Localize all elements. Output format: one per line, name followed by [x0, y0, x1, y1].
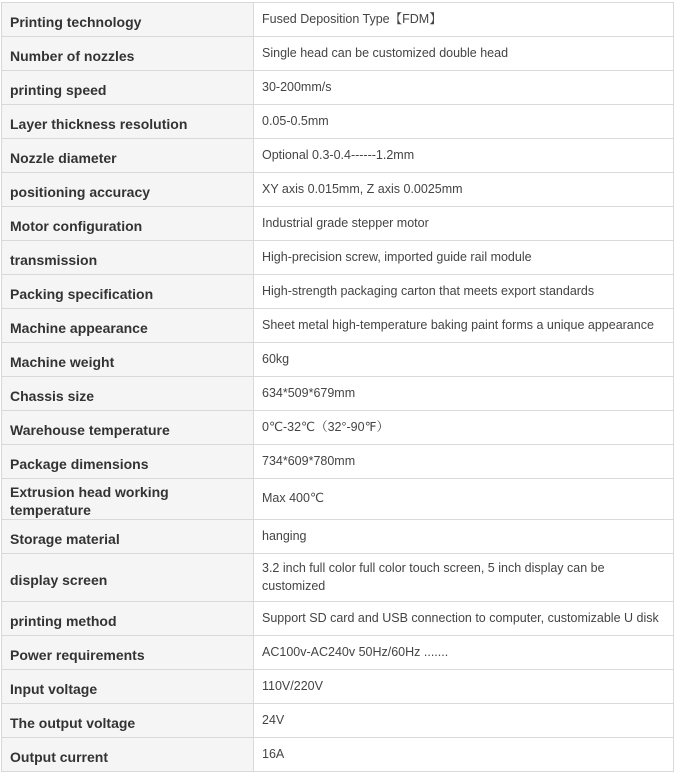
- table-row: [2, 207, 674, 241]
- spec-value: Max 400℃: [254, 479, 674, 520]
- table-row: [2, 37, 674, 71]
- spec-label: Motor configuration: [2, 207, 254, 241]
- spec-value: 0.05-0.5mm: [254, 105, 674, 139]
- spec-value: Support SD card and USB connection to computer, customizable U disk: [254, 602, 674, 636]
- table-row: [2, 636, 674, 670]
- spec-value: Industrial grade stepper motor: [254, 207, 674, 241]
- table-row: [2, 479, 674, 520]
- spec-label: Storage material: [2, 520, 254, 554]
- spec-label: Output current: [2, 738, 254, 772]
- spec-label: Machine appearance: [2, 309, 254, 343]
- spec-value: 734*609*780mm: [254, 445, 674, 479]
- spec-value: XY axis 0.015mm, Z axis 0.0025mm: [254, 173, 674, 207]
- table-row: [2, 445, 674, 479]
- table-row: [2, 520, 674, 554]
- table-row: [2, 411, 674, 445]
- table-row: [2, 71, 674, 105]
- spec-label: Input voltage: [2, 670, 254, 704]
- spec-label: Packing specification: [2, 275, 254, 309]
- table-row: [2, 343, 674, 377]
- specifications-table: [1, 2, 674, 772]
- spec-value: 30-200mm/s: [254, 71, 674, 105]
- table-row: [2, 377, 674, 411]
- table-row: [2, 554, 674, 602]
- spec-value: High-precision screw, imported guide rail module: [254, 241, 674, 275]
- table-row: [2, 275, 674, 309]
- spec-value: Fused Deposition Type【FDM】: [254, 3, 674, 37]
- table-row: [2, 704, 674, 738]
- spec-value: 110V/220V: [254, 670, 674, 704]
- spec-label: Chassis size: [2, 377, 254, 411]
- table-row: [2, 173, 674, 207]
- spec-label: printing method: [2, 602, 254, 636]
- spec-value: 24V: [254, 704, 674, 738]
- spec-value: 16A: [254, 738, 674, 772]
- spec-value: 60kg: [254, 343, 674, 377]
- spec-label: transmission: [2, 241, 254, 275]
- spec-value: 634*509*679mm: [254, 377, 674, 411]
- spec-value: hanging: [254, 520, 674, 554]
- table-row: [2, 670, 674, 704]
- spec-label: Extrusion head working temperature: [2, 479, 254, 520]
- table-row: [2, 738, 674, 772]
- table-row: [2, 105, 674, 139]
- spec-label: Number of nozzles: [2, 37, 254, 71]
- spec-label: Nozzle diameter: [2, 139, 254, 173]
- table-row: [2, 241, 674, 275]
- spec-label: Layer thickness resolution: [2, 105, 254, 139]
- spec-value: Optional 0.3-0.4------1.2mm: [254, 139, 674, 173]
- spec-label: Warehouse temperature: [2, 411, 254, 445]
- spec-label: Power requirements: [2, 636, 254, 670]
- spec-label: Machine weight: [2, 343, 254, 377]
- spec-label: display screen: [2, 554, 254, 602]
- spec-value: Sheet metal high-temperature baking paint forms a unique appearance: [254, 309, 674, 343]
- table-row: [2, 602, 674, 636]
- table-row: [2, 309, 674, 343]
- spec-value: 0℃-32℃（32°-90℉）: [254, 411, 674, 445]
- spec-label: printing speed: [2, 71, 254, 105]
- spec-value: AC100v-AC240v 50Hz/60Hz .......: [254, 636, 674, 670]
- spec-value: High-strength packaging carton that meets export standards: [254, 275, 674, 309]
- spec-label: The output voltage: [2, 704, 254, 738]
- spec-value: Single head can be customized double head: [254, 37, 674, 71]
- table-row: [2, 139, 674, 173]
- spec-value: 3.2 inch full color full color touch screen, 5 inch display can be customized: [254, 554, 674, 602]
- spec-label: Package dimensions: [2, 445, 254, 479]
- table-row: [2, 3, 674, 37]
- spec-label: positioning accuracy: [2, 173, 254, 207]
- spec-label: Printing technology: [2, 3, 254, 37]
